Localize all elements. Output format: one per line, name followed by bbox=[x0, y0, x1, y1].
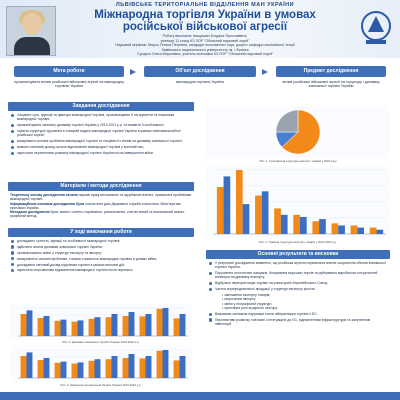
list-item: здійснено аналіз динаміки зовнішньої торгівлі України; bbox=[10, 245, 192, 249]
goal-box: Мета роботи проаналізувати вплив російської військової агресії на міжнародну торгівлю України bbox=[14, 68, 124, 89]
bar-s0-2 bbox=[55, 321, 61, 336]
bar-s0-5 bbox=[312, 221, 319, 234]
list-item: з'ясувати суть, функції та фактори міжнародної торгівлі, проаналізувати її інструменти та показники міжнародної торгівлі; bbox=[10, 113, 192, 122]
list-item: У результаті дослідження виявлено, що російська агресія спричинила значне скорочення обсягів зовнішньої торгівлі України. bbox=[208, 261, 388, 270]
bar-s0-1 bbox=[236, 170, 243, 234]
sub-item: • зменшення експорту товарів; bbox=[222, 293, 271, 298]
bar-s1-8 bbox=[163, 350, 169, 378]
bar-s1-9 bbox=[180, 356, 186, 378]
bar-s1-8 bbox=[163, 308, 169, 336]
bar-s0-9 bbox=[174, 318, 180, 336]
bar-s0-0 bbox=[21, 356, 27, 378]
trade-balance-chart bbox=[10, 346, 192, 382]
list-item: виокремити основні проблеми міжнародної торгівлі та з'ясувати їх вплив на динаміку зовнішньої торгівлі; bbox=[10, 139, 192, 143]
footer-bar bbox=[0, 392, 400, 400]
list-item: Порушення логістичних ланцюгів, блокування морських портів та руйнування виробничих потужностей вплинули на динаміку експорту. bbox=[208, 271, 388, 280]
bar-s1-2 bbox=[61, 320, 67, 336]
bar-s0-5 bbox=[106, 359, 112, 378]
list-item: вивчити світовий досвід, шляхи відновлення міжнародної торгівлі у воєнний час; bbox=[10, 145, 192, 149]
poster-title: Міжнародна торгівля України в умовах російської військової агресії bbox=[94, 9, 316, 33]
list-item: оцінити структурні зрушення в товарній моделі міжнародної торгівлі України в умовах повномасштабної російської агресії; bbox=[10, 129, 192, 138]
bar-s0-0 bbox=[217, 187, 224, 234]
sub-item: • зміни у географічній структурі; bbox=[222, 301, 272, 306]
tasks-list bbox=[10, 113, 192, 157]
bar-s0-6 bbox=[123, 316, 129, 336]
list-item: проаналізувати загальну динаміку торгівлі України у 2013-2021 р.р. та виявити її особливості; bbox=[10, 123, 192, 127]
figure-caption: Рис. 4. Зовнішньоторговельний баланс України 2013-2022 р.р. bbox=[60, 383, 142, 387]
methods-header: Матеріали і методи дослідження bbox=[8, 182, 194, 191]
bar-s0-1 bbox=[38, 318, 44, 336]
figure-caption: Рис. 2. Товарна структура експорту товарів у 2021-2022 р.р. bbox=[259, 240, 337, 244]
figure-caption: Рис. 1. Географічна структура експорту товарів у 2022 році bbox=[259, 159, 337, 163]
bar-s1-0 bbox=[27, 310, 33, 336]
bar-s1-5 bbox=[112, 356, 118, 378]
subject-box: Предмет дослідження вплив російської військової агресії на структуру і динаміку зовнішньої торгівлі України bbox=[276, 66, 386, 104]
list-item: Перспективи розвитку пов'язані з інтеграцією до ЄС, відновленням інфраструктури та залученням інвестицій. bbox=[208, 318, 388, 327]
figure-caption: Рис. 3. Динаміка зовнішньої торгівлі України 2013-2022 р.р. bbox=[62, 340, 140, 344]
tasks-header: Завдання дослідження bbox=[8, 102, 194, 111]
organization: ЛЬВІВСЬКЕ ТЕРИТОРІАЛЬНЕ ВІДДІЛЕННЯ МАН УКРАЇНИ bbox=[115, 2, 295, 8]
bar-s1-1 bbox=[44, 358, 50, 378]
bar-s0-2 bbox=[255, 196, 262, 234]
arrow-right-icon bbox=[262, 69, 268, 75]
bar-s1-8 bbox=[376, 230, 383, 234]
progress-list bbox=[10, 239, 192, 274]
bar-s0-2 bbox=[55, 363, 61, 378]
bar-s1-3 bbox=[78, 320, 84, 336]
bar-s0-7 bbox=[351, 225, 358, 234]
arrow-right-icon bbox=[130, 69, 136, 75]
bar-s0-5 bbox=[106, 317, 112, 336]
list-item: досліджено світовий досвід підтримки торгівлі в умовах воєнних дій; bbox=[10, 263, 192, 267]
bar-s1-6 bbox=[129, 354, 135, 378]
bar-s0-1 bbox=[38, 360, 44, 378]
man-logo-icon bbox=[358, 8, 394, 48]
bar-s1-3 bbox=[78, 362, 84, 378]
bar-s1-2 bbox=[61, 362, 67, 378]
bar-s1-7 bbox=[146, 356, 152, 378]
bar-s0-8 bbox=[157, 351, 163, 378]
bar-s1-5 bbox=[319, 219, 326, 234]
list-item: проаналізовано зміни у структурі експорту та імпорту; bbox=[10, 251, 192, 255]
bar-s1-6 bbox=[129, 312, 135, 336]
bar-s0-6 bbox=[332, 223, 339, 234]
bar-s0-8 bbox=[157, 309, 163, 336]
sub-list bbox=[208, 293, 388, 310]
bar-s1-4 bbox=[95, 317, 101, 336]
bar-s1-0 bbox=[224, 176, 231, 234]
bar-s1-4 bbox=[95, 359, 101, 378]
bar-s0-3 bbox=[274, 208, 281, 234]
list-item: окреслено перспективи відновлення міжнародної торгівлі після перемоги. bbox=[10, 268, 192, 272]
bar-s1-5 bbox=[112, 314, 118, 336]
bar-s1-7 bbox=[146, 314, 152, 336]
bar-s1-1 bbox=[44, 316, 50, 336]
sub-item: • зростання ролі аграрного сектору. bbox=[222, 306, 278, 311]
bar-s0-6 bbox=[123, 358, 129, 378]
authors: Роботу виконала: Іващишин Богдана Ярославівна, учениця 11 класу КЗ ЛОР "Обласний науковий ліцей" Науковий керівник: Мороз Тетяна Петрівна, кандидат економічних наук, доцент кафедри економічної теорії Львівського національного університету ім. І.Франка Сухарко Ольга Миронівна, учитель економіки КЗ ЛОР "Обласний науковий ліцей" bbox=[115, 34, 295, 56]
pie-slice-2 bbox=[276, 110, 298, 132]
bar-s0-3 bbox=[72, 322, 78, 336]
bar-s1-9 bbox=[180, 314, 186, 336]
list-item: досліджено сутність, функції та особливості міжнародної торгівлі; bbox=[10, 239, 192, 243]
list-item: окреслити перспективи розвитку міжнародної торгівлі України після завершення війни. bbox=[10, 151, 192, 155]
bar-s1-4 bbox=[300, 217, 307, 234]
sub-item: • скорочення імпорту; bbox=[222, 297, 256, 302]
trade-dynamics-chart bbox=[10, 304, 192, 340]
list-item: Відбулася переорієнтація торгівлі на ринки країн Європейського Союзу. bbox=[208, 281, 388, 285]
list-item: Важливим чинником підтримки стала лібералізація торгівлі з ЄС. bbox=[208, 312, 388, 316]
author-photo bbox=[6, 6, 56, 56]
bar-s0-7 bbox=[140, 316, 146, 336]
bar-s0-0 bbox=[21, 314, 27, 336]
list-item: виокремлено основні проблеми, з якими стикається міжнародна торгівля в умовах війни; bbox=[10, 257, 192, 261]
bar-s0-7 bbox=[140, 358, 146, 378]
export-structure-chart bbox=[206, 166, 390, 238]
progress-header: У ході виконання роботи bbox=[8, 228, 194, 237]
bar-s1-3 bbox=[281, 215, 288, 234]
list-item: Частка агропродовольчої продукції у структурі експорту зросла. bbox=[208, 287, 388, 291]
header bbox=[0, 0, 400, 58]
object-box: Об'єкт дослідження міжнародна торгівля України bbox=[144, 66, 256, 104]
methods-text: Теоретичну основу дослідження склали наукові праці вітчизняних та зарубіжних вчених, присвячені проблемам міжнародної торгівлі. Інформаційною основою дослідження були статистичні дані Державної служби статистики, Міністерства економіки України. Методами дослідження були: аналіз і синтез, порівняння, узагальнення, статистичний та економічний аналіз, графічний метод. bbox=[10, 193, 191, 219]
bar-s0-4 bbox=[293, 215, 300, 234]
results-list bbox=[208, 261, 388, 328]
results-header: Основні результати та висновки bbox=[206, 250, 390, 259]
bar-s1-2 bbox=[262, 191, 269, 234]
bar-s1-1 bbox=[243, 204, 250, 234]
bar-s1-0 bbox=[27, 352, 33, 378]
bar-s0-4 bbox=[89, 319, 95, 336]
bar-s0-4 bbox=[89, 361, 95, 378]
bar-s0-8 bbox=[370, 228, 377, 234]
export-geography-pie bbox=[206, 106, 390, 158]
bar-s1-7 bbox=[357, 228, 364, 234]
bar-s1-6 bbox=[338, 225, 345, 234]
bar-s0-3 bbox=[72, 364, 78, 378]
bar-s0-9 bbox=[174, 360, 180, 378]
